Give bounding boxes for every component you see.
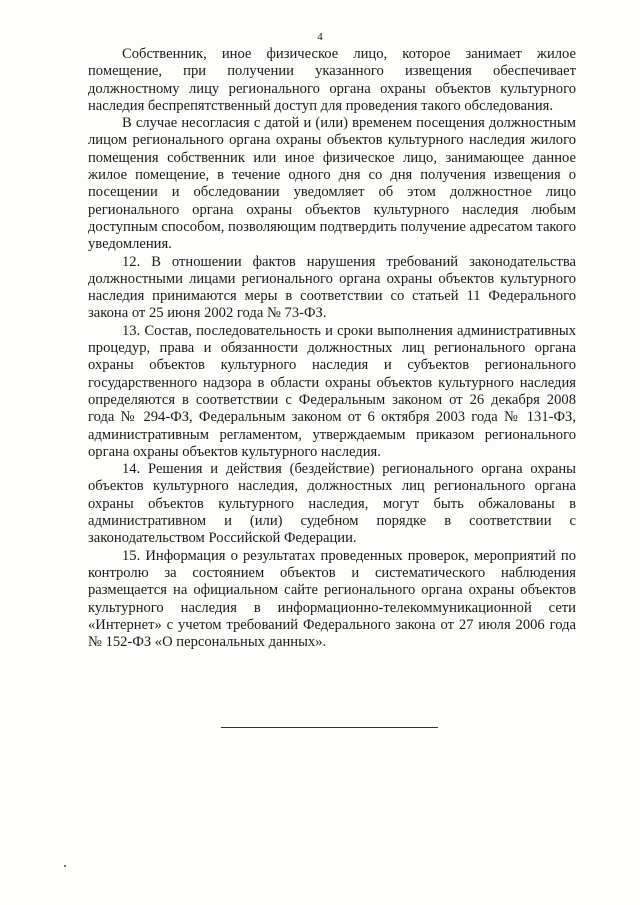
paragraph-owner-access: Собственник, иное физическое лицо, которое занимает жилое помещение, при получении указанного извещения обеспечивает должностному лицу регионального органа охраны объектов культурного наследия беспрепятственный доступ для проведения такого обследования. — [88, 46, 576, 114]
page-number: 4 — [317, 31, 323, 43]
paragraph-15: 15. Информация о результатах проведенных проверок, мероприятий по контролю за состоянием объектов и систематического наблюдения размещается на официальном сайте регионального органа охраны объектов культурного наследия в информационно-телекоммуникационной сети «Интернет» с учетом требований Федерального закона от 27 июля 2006 года № 152-ФЗ «О персональных данных». — [88, 547, 576, 651]
scan-speck — [64, 865, 66, 867]
paragraph-13: 13. Состав, последовательность и сроки выполнения административных процедур, права и обязанности должностных лиц регионального органа охраны объектов культурного наследия и субъектов регионального государственного надзора в области охраны объектов культурного наследия определяются в соответствии с Федеральным законом от 26 декабря 2008 года № 294-ФЗ, Федеральным законом от 6 октября 2003 года № 131-ФЗ, административным регламентом, утверждаемым приказом регионального органа охраны объектов культурного наследия. — [88, 322, 576, 460]
paragraph-12: 12. В отношении фактов нарушения требований законодательства должностными лицами регионального органа охраны объектов культурного наследия принимаются меры в соответствии со статьей 11 Федерального закона от 25 июня 2002 года № 73-ФЗ. — [88, 253, 576, 322]
paragraph-disagreement: В случае несогласия с датой и (или) временем посещения должностным лицом регионального органа охраны объектов культурного наследия жилого помещения собственник или иное физическое лицо, занимающее данное жилое помещение, в течение одного дня со дня получения извещения о посещении и обследовании уведомляет об этом должностное лицо регионального органа охраны объектов культурного наследия любым доступным способом, позволяющим подтвердить получение адресатом такого уведомления. — [88, 115, 576, 253]
end-of-text-rule — [221, 727, 438, 728]
paragraph-14: 14. Решения и действия (бездействие) регионального органа охраны объектов культурного наследия, должностных лиц регионального органа охраны объектов культурного наследия, могут быть обжалованы в административном и (или) судебном порядке в соответствии с законодательством Российской Федерации. — [88, 461, 576, 547]
document-body — [88, 46, 576, 651]
